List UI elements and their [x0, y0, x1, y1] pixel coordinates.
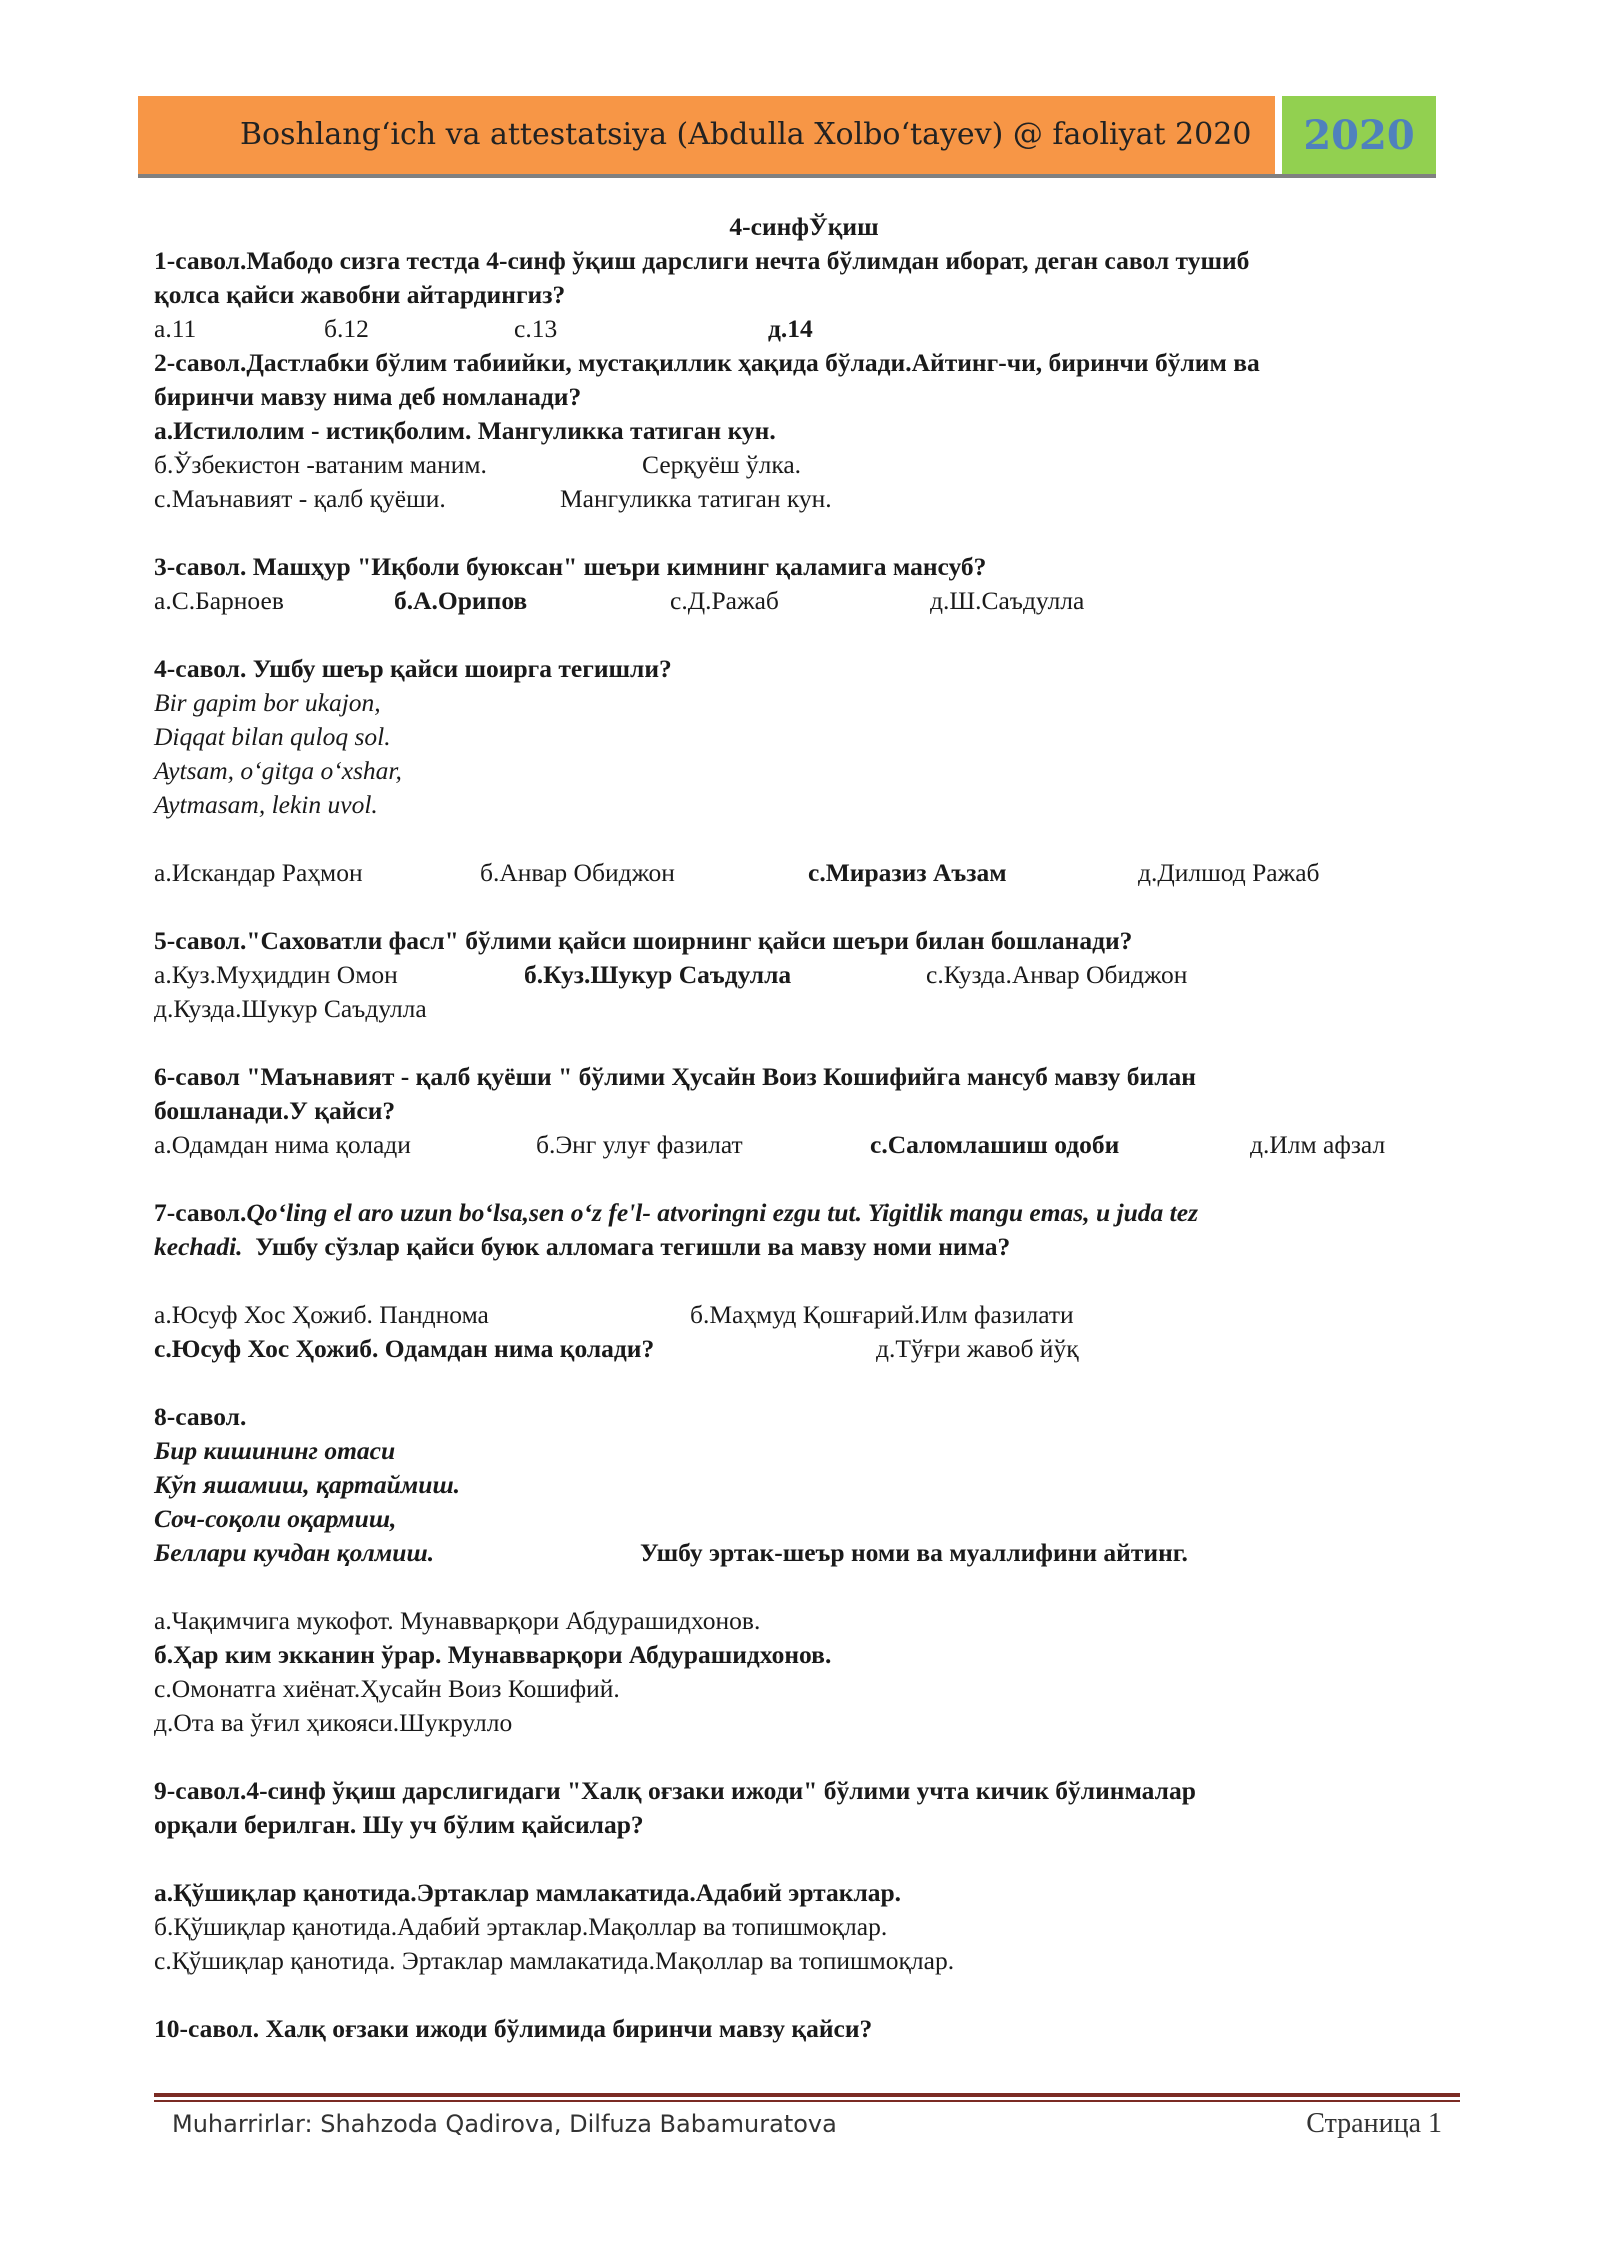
- option-a: а.Чақимчига мукофот. Мунавварқори Абдурашидхонов.: [154, 1606, 761, 1635]
- question-7-line2: [154, 1230, 1454, 1264]
- header-title: Boshlang‘ich va attestatsiya (Abdulla Xolbo‘tayev) @ faoliyat 2020: [240, 117, 1252, 152]
- question-5-option-d: д.Кузда.Шукур Саъдулла: [154, 994, 427, 1023]
- header-title-band: [138, 96, 1275, 174]
- footer-editors: Muharrirlar: Shahzoda Qadirova, Dilfuza Babamuratova: [172, 2110, 837, 2138]
- option-b-correct: б.Ҳар ким экканин ўрар. Мунавварқори Абдурашидхонов.: [154, 1640, 832, 1669]
- poem-line: Беллари кучдан қолмиш.: [154, 1538, 435, 1567]
- option-c: с.Д.Ражаб: [670, 586, 779, 615]
- header-underline: [138, 174, 1436, 178]
- footer-rule-thin: [154, 2100, 1460, 2102]
- option-d: д.Ота ва ўғил ҳикояси.Шукрулло: [154, 1708, 513, 1737]
- option-a: а.Одамдан нима қолади: [154, 1130, 411, 1159]
- question-7-line1: [154, 1196, 1454, 1230]
- question-7-options-ab: [154, 1298, 1454, 1332]
- poem-line: Aytsam, o‘gitga o‘xshar,: [154, 756, 402, 785]
- question-8-poem-and-task: [154, 1536, 1454, 1570]
- header-separator: [1275, 96, 1282, 174]
- option-a: а.Искандар Раҳмон: [154, 858, 363, 887]
- page-header: [138, 96, 1436, 174]
- option-a: а.Юсуф Хос Ҳожиб. Панднома: [154, 1300, 489, 1329]
- footer-rule: [154, 2093, 1460, 2097]
- question-4-line1: 4-савол. Ушбу шеър қайси шоирга тегишли?: [154, 654, 672, 683]
- option-c: с.Қўшиқлар қанотида. Эртаклар мамлакатида.Мақоллар ва топишмоқлар.: [154, 1946, 955, 1975]
- option-a-correct: а.Қўшиқлар қанотида.Эртаклар мамлакатида.Адабий эртаклар.: [154, 1878, 902, 1907]
- question-10-line1: 10-савол. Халқ оғзаки ижоди бўлимида биринчи мавзу қайси?: [154, 2014, 873, 2043]
- poem-line: Aytmasam, lekin uvol.: [154, 790, 378, 819]
- question-2-option-b: [154, 448, 1454, 482]
- question-9-line2: орқали берилган. Шу уч бўлим қайсилар?: [154, 1810, 644, 1839]
- question-8-line1: 8-савол.: [154, 1402, 247, 1431]
- option-c-correct: с.Юсуф Хос Ҳожиб. Одамдан нима қолади?: [154, 1334, 655, 1363]
- option-d: д.Илм афзал: [1250, 1130, 1386, 1159]
- option-a: а.11: [154, 314, 197, 343]
- option-c: с.13: [514, 314, 558, 343]
- option-c-part1: с.Маънавият - қалб қуёши.: [154, 484, 446, 513]
- option-c-correct: с.Саломлашиш одоби: [870, 1130, 1120, 1159]
- question-8-task: Ушбу эртак-шеър номи ва муаллифини айтинг.: [640, 1538, 1188, 1567]
- document-heading: 4-синфЎқиш: [729, 212, 879, 241]
- option-b-correct: б.Куз.Шукур Саъдулла: [524, 960, 792, 989]
- option-c: с.Омонатга хиёнат.Ҳусайн Воиз Кошифий.: [154, 1674, 620, 1703]
- question-1-line1: 1-савол.Мабодо сизга тестда 4-синф ўқиш дарслиги нечта бўлимдан иборат, деган савол тушиб: [154, 246, 1250, 275]
- option-d: д.Дилшод Ражаб: [1138, 858, 1320, 887]
- question-7-text: Ушбу сўзлар қайси буюк алломага тегишли ва мавзу номи нима?: [242, 1232, 1011, 1261]
- question-2-option-c: [154, 482, 1454, 516]
- option-a-correct: а.Истилолим - истиқболим. Мангуликка татиган кун.: [154, 416, 776, 445]
- question-6-options: [154, 1128, 1454, 1162]
- question-7-quote-end: kechadi.: [154, 1232, 243, 1261]
- question-7-prefix: 7-савол.: [154, 1198, 247, 1227]
- question-6-line2: бошланади.У қайси?: [154, 1096, 396, 1125]
- question-4-options: [154, 856, 1454, 890]
- option-b: б.Анвар Обиджон: [480, 858, 675, 887]
- question-1-options: [154, 312, 1454, 346]
- question-5-options: [154, 958, 1454, 992]
- question-5-line1: 5-савол."Саховатли фасл" бўлими қайси шоирнинг қайси шеъри билан бошланади?: [154, 926, 1133, 955]
- question-2-line1: 2-савол.Дастлабки бўлим табиийки, мустақиллик ҳақида бўлади.Айтинг-чи, биринчи бўлим ва: [154, 348, 1260, 377]
- poem-line: Соч-соқоли оқармиш,: [154, 1504, 397, 1533]
- poem-line: Diqqat bilan quloq sol.: [154, 722, 391, 751]
- question-6-line1: 6-савол "Маънавият - қалб қуёши " бўлими Ҳусайн Воиз Кошифийга мансуб мавзу билан: [154, 1062, 1196, 1091]
- option-c: с.Кузда.Анвар Обиджон: [926, 960, 1188, 989]
- option-b-part2: Серқуёш ўлка.: [642, 450, 802, 479]
- poem-line: Кўп яшамиш, қартаймиш.: [154, 1470, 461, 1499]
- option-b: б.Энг улуғ фазилат: [536, 1130, 743, 1159]
- question-3-line1: 3-савол. Машҳур "Иқболи буюксан" шеъри кимнинг қаламига мансуб?: [154, 552, 987, 581]
- option-a: а.С.Барноев: [154, 586, 284, 615]
- option-b: б.Қўшиқлар қанотида.Адабий эртаклар.Мақоллар ва топишмоқлар.: [154, 1912, 888, 1941]
- option-c-correct: с.Миразиз Аъзам: [808, 858, 1007, 887]
- question-7-options-cd: [154, 1332, 1454, 1366]
- option-c-part2: Мангуликка татиган кун.: [560, 484, 832, 513]
- poem-line: Bir gapim bor ukajon,: [154, 688, 381, 717]
- document-body: [154, 210, 1454, 2046]
- header-year: 2020: [1303, 112, 1415, 159]
- option-d: д.Ш.Саъдулла: [930, 586, 1085, 615]
- option-b-correct: б.А.Орипов: [394, 586, 528, 615]
- question-9-line1: 9-савол.4-синф ўқиш дарслигидаги "Халқ оғзаки ижоди" бўлими учта кичик бўлинмалар: [154, 1776, 1196, 1805]
- question-7-quote: Qo‘ling el aro uzun bo‘lsa,sen o‘z fe'l- atvoringni ezgu tut. Yigitlik mangu emas, u juda tez: [246, 1198, 1199, 1227]
- option-d: д.Тўғри жавоб йўқ: [876, 1334, 1079, 1363]
- question-1-line2: қолса қайси жавобни айтардингиз?: [154, 280, 566, 309]
- footer-page-number: Страница 1: [1306, 2108, 1442, 2139]
- option-d-correct: д.14: [768, 314, 813, 343]
- option-b: б.12: [324, 314, 369, 343]
- question-3-options: [154, 584, 1454, 618]
- option-b-part1: б.Ўзбекистон -ватаним маним.: [154, 450, 487, 479]
- poem-line: Бир кишининг отаси: [154, 1436, 396, 1465]
- option-b: б.Маҳмуд Қошғарий.Илм фазилати: [690, 1300, 1074, 1329]
- question-2-line2: биринчи мавзу нима деб номланади?: [154, 382, 582, 411]
- option-a: а.Куз.Муҳиддин Омон: [154, 960, 398, 989]
